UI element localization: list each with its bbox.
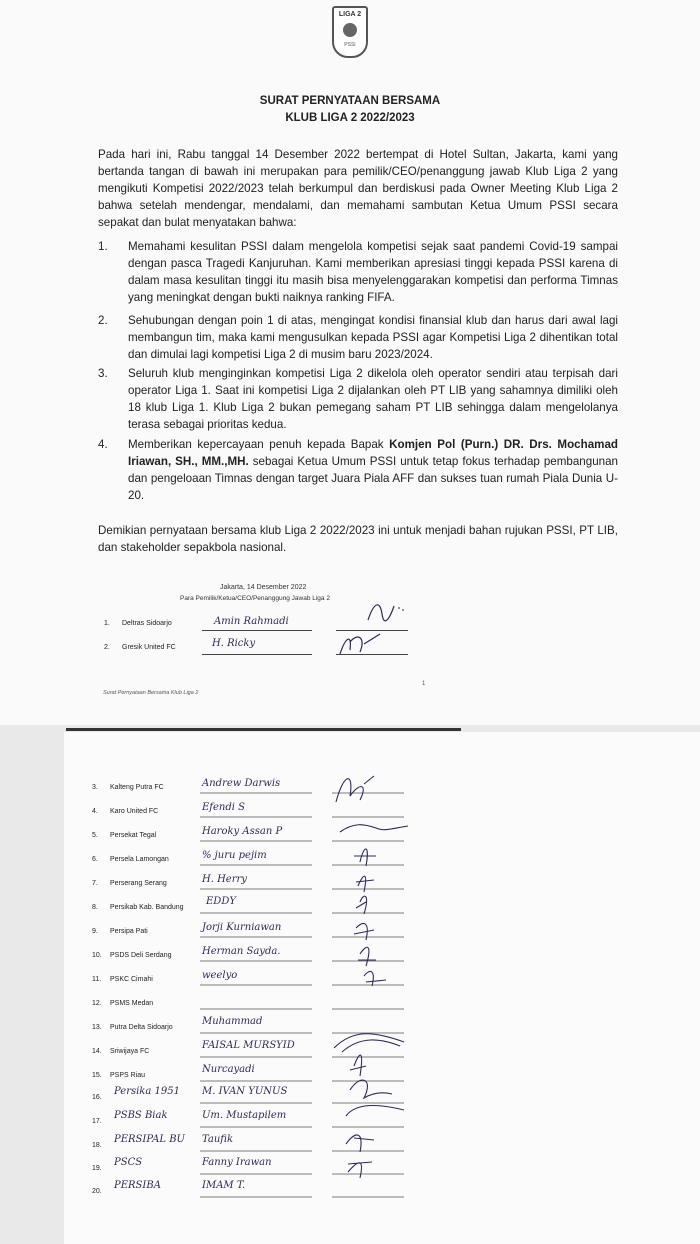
- signatory-number: 14.: [92, 1048, 102, 1055]
- logo-text: LIGA 2: [338, 11, 362, 18]
- point-text: Sehubungan dengan poin 1 di atas, mengingat kondisi finansial klub dan harus dari awal lagi membangun tim, maka kami mengusulkan kepada PSSI agar Kompetisi Liga 2 dihentikan total dan dimulai lagi kompetisi Liga 2 di musim baru 2023/2024.: [128, 314, 618, 361]
- handwritten-name: H. Ricky: [212, 638, 256, 649]
- handwritten-club: PSBS Biak: [114, 1110, 168, 1121]
- handwritten-name: Haroky Assan P: [202, 826, 283, 837]
- signature-lines: [64, 732, 700, 1244]
- club-name: Putra Delta Sidoarjo: [110, 1024, 173, 1031]
- club-name: Gresik United FC: [122, 644, 176, 651]
- club-name: PSKC Cimahi: [110, 976, 153, 983]
- signatory-number: 11.: [92, 976, 102, 983]
- place-date: Jakarta, 14 Desember 2022: [220, 584, 307, 591]
- point-text: [128, 436, 618, 504]
- signatory-number: 17.: [92, 1118, 102, 1125]
- handwritten-club: PERSIPAL BU: [114, 1134, 185, 1145]
- handwritten-name: Andrew Darwis: [202, 778, 281, 789]
- point-number: 3.: [98, 367, 108, 380]
- handwritten-name: % juru pejim: [202, 850, 267, 861]
- liga2-logo: [332, 6, 368, 58]
- signatory-number: 13.: [92, 1024, 102, 1031]
- signatory-number: 18.: [92, 1142, 102, 1149]
- club-name: PSDS Deli Serdang: [110, 952, 172, 959]
- handwritten-club: Persika 1951: [114, 1086, 180, 1097]
- handwritten-name: Amin Rahmadi: [214, 616, 289, 627]
- signatory-number: 2.: [104, 644, 110, 651]
- club-name: Kalteng Putra FC: [110, 784, 164, 791]
- club-name: Persela Lamongan: [110, 856, 169, 863]
- signature-scribbles: [334, 776, 408, 1178]
- point-text: Memahami kesulitan PSSI dalam mengelola kompetisi sejak saat pandemi Covid-19 sampai dengan pasca Tragedi Kanjuruhan. Kami memberikan apresiasi tinggi kepada PSSI karena di dalam masa kesulitan tinggi itu masih bisa menyelenggarakan kompetisi dan performa Timnas yang meningkat dengan bukti naiknya ranking FIFA.: [128, 240, 618, 304]
- intro-paragraph: Pada hari ini, Rabu tanggal 14 Desember 2022 bertempat di Hotel Sultan, Jakarta, kami yang bertanda tangan di bawah ini merupakan para pemilik/CEO/penanggung jawab Klub Liga 2 yang mengikuti Kompetisi 2022/2023 telah berkumpul dan berdiskusi pada Owner Meeting Klub Liga 2 bahwa setelah mendengar, mendalami, dan memahami sambutan Ketua Umum PSSI secara sepakat dan bulat menyatakan bahwa:: [98, 148, 618, 229]
- signers-role: Para Pemilik/Ketua/CEO/Penanggung Jawab Liga 2: [180, 595, 330, 602]
- closing-paragraph: Demikian pernyataan bersama klub Liga 2 2022/2023 ini untuk menjadi bahan rujukan PSSI, PT LIB, dan stakeholder sepakbola nasional.: [98, 524, 618, 554]
- point-text-after: sebagai Ketua Umum PSSI untuk tetap fokus terhadap pembangunan dan pengeloaan Timnas dengan target Juara Piala AFF dan sukses tuan rumah Piala Dunia U-20.: [128, 455, 618, 502]
- signatory-number: 12.: [92, 1000, 102, 1007]
- signature-scribble: [336, 628, 386, 658]
- signatory-number: 7.: [92, 880, 98, 887]
- handwritten-name: Muhammad: [202, 1016, 263, 1027]
- handwritten-name: H. Herry: [202, 874, 247, 885]
- page-number: 1: [422, 681, 426, 687]
- page-footer: Surat Pernyataan Bersama Klub Liga 2: [103, 690, 199, 696]
- club-name: Karo United FC: [110, 808, 159, 815]
- point-text-before: Memberikan kepercayaan penuh kepada Bapak: [128, 438, 390, 451]
- signatory-number: 20.: [92, 1188, 102, 1195]
- document-subtitle: KLUB LIGA 2 2022/2023: [285, 112, 415, 124]
- name-line: [202, 654, 312, 655]
- club-name: Persipa Pati: [110, 928, 148, 935]
- signatory-number: 19.: [92, 1165, 102, 1172]
- handwritten-name: M. IVAN YUNUS: [202, 1086, 288, 1097]
- handwritten-name: EDDY: [206, 896, 236, 907]
- club-name: PSMS Medan: [110, 1000, 154, 1007]
- point-number: 1.: [98, 240, 108, 253]
- page-edge-shadow: [66, 728, 461, 731]
- club-name: Deltras Sidoarjo: [122, 620, 172, 627]
- handwritten-name: Herman Sayda.: [202, 946, 281, 957]
- signatory-number: 16.: [92, 1094, 102, 1101]
- handwritten-club: PERSIBA: [114, 1180, 161, 1191]
- signatory-number: 4.: [92, 808, 98, 815]
- point-number: 2.: [98, 314, 108, 327]
- signatory-number: 8.: [92, 904, 98, 911]
- chairman-name: Komjen Pol (Purn.) DR. Drs. Mochamad Iriawan, SH., MM.,MH.: [128, 438, 618, 468]
- club-name: PSPS Riau: [110, 1072, 146, 1079]
- point-number: 4.: [98, 438, 108, 451]
- name-line: [202, 630, 312, 631]
- signatory-number: 3.: [92, 784, 98, 791]
- signatory-number: 9.: [92, 928, 98, 935]
- club-name: Perserang Serang: [110, 880, 167, 887]
- handwritten-name: FAISAL MURSYID: [202, 1040, 295, 1051]
- point-text: Seluruh klub menginginkan kompetisi Liga 2 dikelola oleh operator sendiri atau terpisah dari operator Liga 1. Saat ini kompetisi Liga 2 dijalankan oleh PT LIB yang sahamnya dimiliki oleh 18 klub Liga 1. Klub Liga 2 bukan pemegang saham PT LIB sehingga dalam mengelolanya terasa sebagai prioritas kedua.: [128, 367, 618, 431]
- handwritten-name: Taufik: [202, 1134, 234, 1145]
- signatory-number: 5.: [92, 832, 98, 839]
- handwritten-name: Jorji Kurniawan: [202, 922, 282, 933]
- club-name: Sriwijaya FC: [110, 1048, 150, 1055]
- handwritten-name: Fanny Irawan: [202, 1157, 272, 1168]
- handwritten-name: Um. Mustapilem: [202, 1110, 287, 1121]
- signatory-number: 10.: [92, 952, 102, 959]
- handwritten-name: weelyo: [202, 970, 238, 981]
- handwritten-name: IMAM T.: [202, 1180, 246, 1191]
- club-name: Persekat Tegal: [110, 832, 157, 839]
- document-page-2: [64, 732, 700, 1244]
- logo-sub: PSSI: [344, 42, 356, 48]
- handwritten-name: Efendi S: [202, 802, 245, 813]
- document-title: SURAT PERNYATAAN BERSAMA: [259, 95, 441, 107]
- handwritten-name: Nurcayadi: [202, 1064, 255, 1075]
- signatory-number: 1.: [104, 620, 110, 627]
- signature-scribble: [360, 598, 410, 624]
- handwritten-club: PSCS: [114, 1157, 143, 1168]
- signatory-number: 15.: [92, 1072, 102, 1079]
- club-name: Persikab Kab. Bandung: [110, 904, 184, 911]
- logo-ball-icon: [343, 23, 357, 37]
- signatory-number: 6.: [92, 856, 98, 863]
